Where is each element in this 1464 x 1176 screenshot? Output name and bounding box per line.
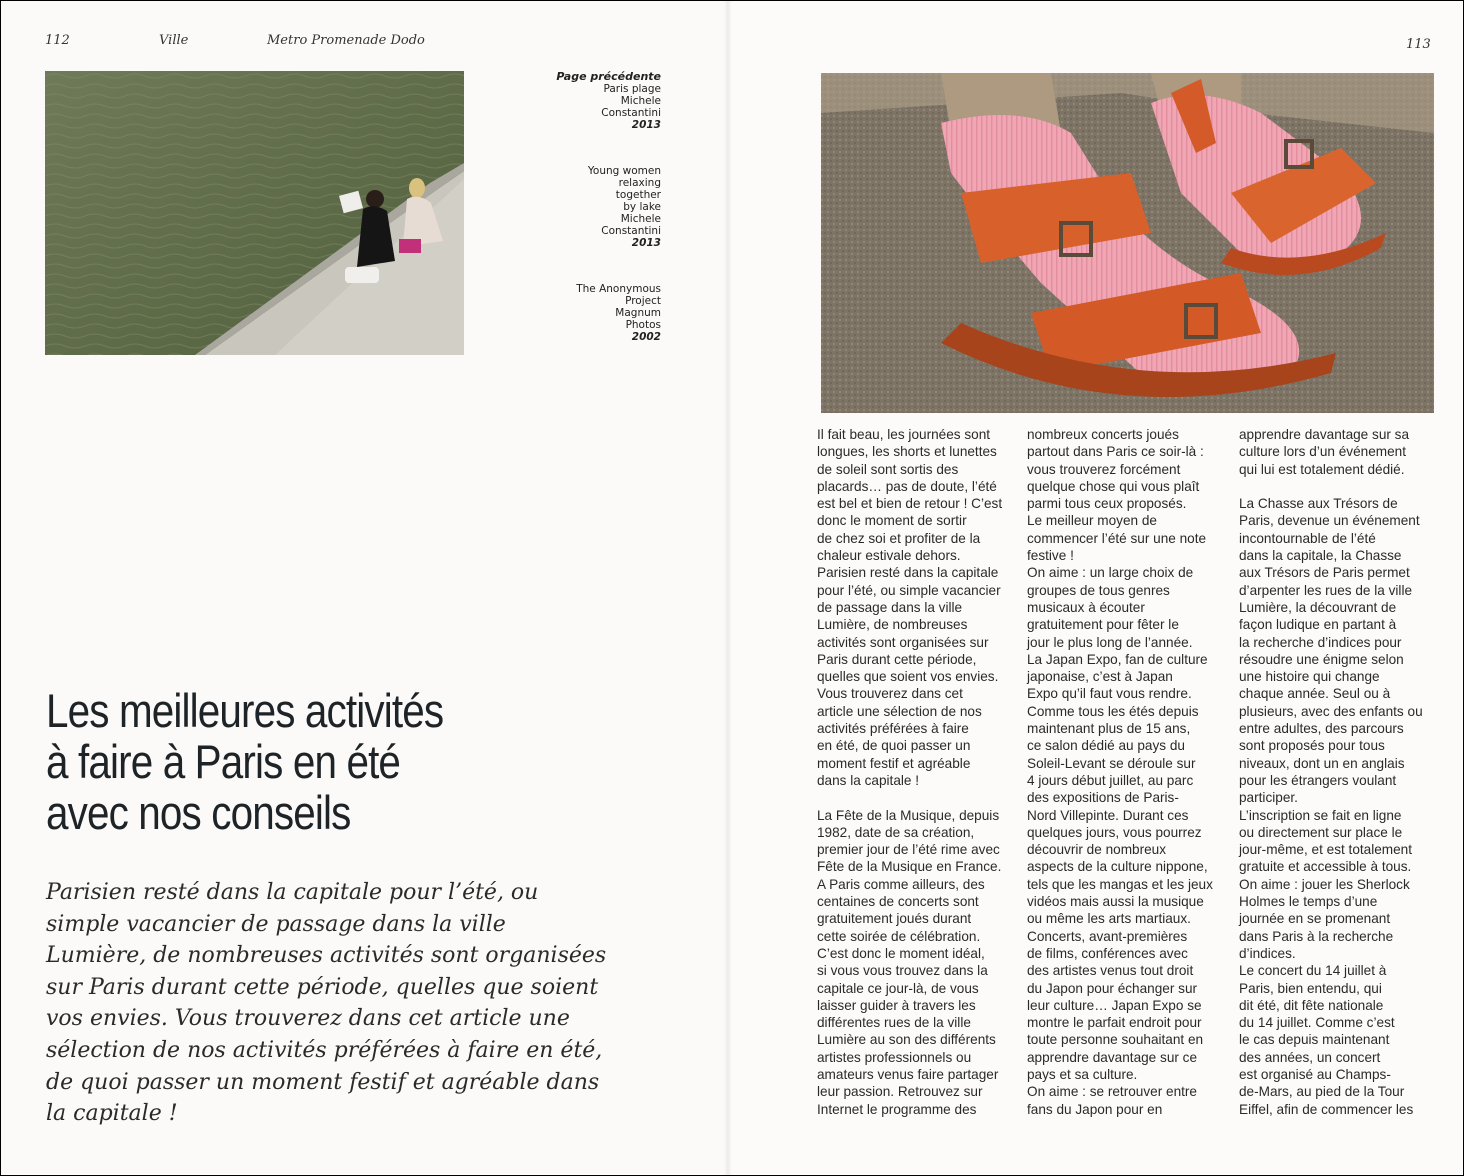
sandals-photo-image: [821, 73, 1434, 413]
body-line: tels que les mangas et les jeux: [1027, 876, 1213, 892]
article-headline: [46, 685, 528, 838]
body-line: dans la capitale, la Chasse: [1239, 548, 1402, 564]
body-line: vidéos mais aussi la musique: [1027, 894, 1204, 910]
body-line: cette soirée de célébration.: [817, 928, 981, 944]
body-line: laisser guider à travers les: [817, 997, 976, 1013]
body-line: vous trouverez forcément: [1027, 461, 1181, 477]
lede-line: Lumière, de nombreuses activités sont organisées: [46, 943, 607, 969]
body-line: Concerts, avant-premières: [1027, 928, 1188, 944]
caption-1: [541, 71, 661, 131]
headline-line: Les meilleures activités: [46, 684, 444, 737]
body-line: de chez soi et profiter de la: [817, 530, 981, 546]
left-page: [1, 1, 728, 1174]
body-line: pour l’été, ou simple vacancier: [817, 582, 1001, 598]
body-line: commencer l’été sur une note: [1027, 530, 1207, 546]
body-line: [817, 789, 1022, 806]
right-page: [728, 1, 1462, 1174]
body-line: fans du Japon pour en: [1027, 1101, 1163, 1117]
body-line: des années, un concert: [1239, 1049, 1381, 1065]
body-line: dans Paris à la recherche: [1239, 928, 1394, 944]
lake-photo: [45, 71, 464, 355]
body-line: Nord Villepinte. Durant ces: [1027, 807, 1189, 823]
body-line: Holmes le temps d’une: [1239, 894, 1378, 910]
body-line: apprendre davantage sur ce: [1027, 1049, 1198, 1065]
body-line: participer.: [1239, 790, 1298, 806]
body-line: est bel et bien de retour ! C’est: [817, 496, 1003, 512]
body-line: Comme tous les étés depuis: [1027, 703, 1199, 719]
body-line: Eiffel, afin de commencer les: [1239, 1101, 1414, 1117]
body-line: si vous vous trouvez dans la: [817, 963, 988, 979]
body-line: japonaise, c’est à Japan: [1027, 669, 1173, 685]
caption-1-line: Michele: [620, 95, 661, 107]
body-line: A Paris comme ailleurs, des: [817, 876, 985, 892]
body-line: est organisé au Champs-: [1239, 1066, 1391, 1082]
body-line: capitale ce jour-là, de vous: [817, 980, 979, 996]
caption-3-line: Photos: [625, 319, 661, 331]
body-column-3: [1239, 426, 1444, 1118]
body-line: Le meilleur moyen de: [1027, 513, 1157, 529]
photo-captions: [541, 71, 661, 377]
caption-2-line: Young women: [587, 165, 661, 177]
body-line: ou même les arts martiaux.: [1027, 911, 1191, 927]
body-line: centaines de concerts sont: [817, 894, 979, 910]
body-line: Vous trouverez dans cet: [817, 686, 963, 702]
body-line: amateurs venus faire partager: [817, 1066, 999, 1082]
caption-2-line: together: [615, 189, 661, 201]
body-line: parmi tous ceux proposés.: [1027, 496, 1187, 512]
body-line: artistes professionnels ou: [817, 1049, 972, 1065]
body-line: nombreux concerts joués: [1027, 427, 1179, 442]
body-line: Lumière, la découvrant de: [1239, 599, 1397, 615]
body-line: Internet le programme des: [817, 1101, 977, 1117]
body-line: premier jour de l’été rime avec: [817, 842, 1000, 858]
body-line: maintenant plus de 15 ans,: [1027, 721, 1191, 737]
caption-3-year: 2002: [631, 331, 661, 343]
article-lede: [46, 877, 686, 1130]
body-line: sont proposés pour tous: [1239, 738, 1385, 754]
body-line: aspects de la culture nippone,: [1027, 859, 1208, 875]
body-line: pays et sa culture.: [1027, 1066, 1138, 1082]
body-line: toute personne souhaitant en: [1027, 1032, 1204, 1048]
body-line: de-Mars, au pied de la Tour: [1239, 1084, 1405, 1100]
body-line: pour les étrangers voulant: [1239, 772, 1397, 788]
body-line: du 14 juillet. Comme c’est: [1239, 1015, 1395, 1031]
body-line: de passage dans la ville: [817, 599, 963, 615]
body-line: quelque chose qui vous plaît: [1027, 478, 1200, 494]
body-line: du Japon pour échanger sur: [1027, 980, 1198, 996]
caption-2-line: relaxing: [618, 177, 661, 189]
body-line: entre adultes, des parcours: [1239, 721, 1404, 737]
caption-1-title: Page précédente: [556, 70, 661, 83]
body-line: montre le parfait endroit pour: [1027, 1015, 1202, 1031]
caption-2-line: by lake: [623, 201, 661, 213]
body-line: moment festif et agréable: [817, 755, 971, 771]
page-number-left: 112: [45, 33, 70, 48]
body-line: leur culture… Japan Expo se: [1027, 997, 1202, 1013]
body-line: musicaux à écouter: [1027, 599, 1145, 615]
body-line: incontournable de l’été: [1239, 530, 1376, 546]
caption-1-line: Constantini: [601, 107, 661, 119]
body-line: apprendre davantage sur sa: [1239, 427, 1410, 442]
body-line: On aime : un large choix de: [1027, 565, 1194, 581]
lede-line: Parisien resté dans la capitale pour l’été, ou: [46, 880, 539, 905]
body-column-1: [817, 426, 1022, 1118]
body-line: Il fait beau, les journées sont: [817, 427, 991, 442]
sandals-photo: [821, 73, 1434, 413]
body-line: plusieurs, avec des enfants ou: [1239, 703, 1423, 719]
body-line: dans la capitale !: [817, 772, 920, 788]
body-line: longues, les shorts et lunettes: [817, 444, 997, 460]
body-line: Lumière, de nombreuses: [817, 617, 968, 633]
caption-3-line: The Anonymous: [576, 283, 661, 295]
lede-line: simple vacancier de passage dans la ville: [46, 911, 506, 937]
body-column-2: [1027, 426, 1232, 1118]
body-line: gratuitement joués durant: [817, 911, 972, 927]
body-line: quelques jours, vous pourrez: [1027, 824, 1202, 840]
caption-1-year: 2013: [631, 119, 661, 131]
body-line: différentes rues de la ville: [817, 1015, 971, 1031]
body-line: chaque année. Seul ou à: [1239, 686, 1391, 702]
caption-3-line: Magnum: [615, 307, 661, 319]
body-line: découvrir de nombreux: [1027, 842, 1167, 858]
body-line: donc le moment de sortir: [817, 513, 967, 529]
body-line: Lumière au son des différents: [817, 1032, 996, 1048]
body-line: Fête de la Musique en France.: [817, 859, 1002, 875]
body-line: ce salon dédié au pays du: [1027, 738, 1185, 754]
body-line: Soleil-Levant se déroule sur: [1027, 755, 1196, 771]
body-line: de soleil sont sortis des: [817, 461, 959, 477]
body-line: [1239, 478, 1444, 495]
caption-2-line: Constantini: [601, 225, 661, 237]
body-line: chaleur estivale dehors.: [817, 548, 961, 564]
body-line: L’inscription se fait en ligne: [1239, 807, 1402, 823]
lede-line: sur Paris durant cette période, quelles que soient: [46, 974, 599, 1000]
body-line: d’arpenter les rues de la ville: [1239, 582, 1413, 598]
body-line: dit été, dit fête nationale: [1239, 997, 1384, 1013]
body-line: On aime : se retrouver entre: [1027, 1084, 1197, 1100]
body-line: quelles que soient vos envies.: [817, 669, 999, 685]
body-line: le cas depuis maintenant: [1239, 1032, 1390, 1048]
body-line: article une sélection de nos: [817, 703, 982, 719]
body-line: une histoire qui change: [1239, 669, 1380, 685]
body-line: La Chasse aux Trésors de: [1239, 496, 1398, 512]
body-line: festive !: [1027, 548, 1074, 564]
body-line: des expositions de Paris-: [1027, 790, 1179, 806]
section-label: Ville: [159, 33, 189, 48]
lake-photo-image: [45, 71, 464, 355]
body-line: partout dans Paris ce soir-là :: [1027, 444, 1204, 460]
headline-line: avec nos conseils: [46, 786, 351, 839]
body-line: 1982, date de sa création,: [817, 824, 975, 840]
page-gutter: [724, 0, 732, 1176]
body-line: des artistes venus tout droit: [1027, 963, 1194, 979]
body-line: leur passion. Retrouvez sur: [817, 1084, 983, 1100]
lede-line: sélection de nos activités préférées à faire en été,: [46, 1037, 603, 1063]
body-line: 4 jours début juillet, au parc: [1027, 772, 1194, 788]
body-line: Parisien resté dans la capitale: [817, 565, 999, 581]
body-line: placards… pas de doute, l’été: [817, 478, 997, 494]
lede-line: vos envies. Vous trouverez dans cet article une: [46, 1006, 570, 1032]
caption-3: [541, 283, 661, 343]
body-line: Expo qu’il faut vous rendre.: [1027, 686, 1192, 702]
body-line: aux Trésors de Paris permet: [1239, 565, 1410, 581]
lede-line: de quoi passer un moment festif et agréable dans: [46, 1069, 600, 1095]
body-line: Le concert du 14 juillet à: [1239, 963, 1387, 979]
caption-2: [541, 165, 661, 249]
body-line: Paris, devenue un événement: [1239, 513, 1420, 529]
body-line: jour le plus long de l’année.: [1027, 634, 1193, 650]
body-line: résoudre une énigme selon: [1239, 651, 1404, 667]
body-line: Paris durant cette période,: [817, 651, 977, 667]
caption-2-year: 2013: [631, 237, 661, 249]
body-line: gratuitement pour fêter le: [1027, 617, 1179, 633]
body-line: activités préférées à faire: [817, 721, 969, 737]
body-line: C’est donc le moment idéal,: [817, 945, 985, 961]
body-line: de films, conférences avec: [1027, 945, 1188, 961]
body-line: d’indices.: [1239, 945, 1296, 961]
body-line: niveaux, dont un en anglais: [1239, 755, 1405, 771]
body-line: La Japan Expo, fan de culture: [1027, 651, 1208, 667]
lede-line: la capitale !: [46, 1101, 178, 1127]
body-line: qui lui est totalement dédié.: [1239, 461, 1405, 477]
body-line: gratuite et accessible à tous.: [1239, 859, 1412, 875]
body-line: ou directement sur place le: [1239, 824, 1403, 840]
body-line: On aime : jouer les Sherlock: [1239, 876, 1410, 892]
body-line: la recherche d’indices pour: [1239, 634, 1402, 650]
body-line: en été, de quoi passer un: [817, 738, 971, 754]
body-line: Paris, bien entendu, qui: [1239, 980, 1382, 996]
body-line: culture lors d’un événement: [1239, 444, 1406, 460]
body-line: façon ludique en partant à: [1239, 617, 1397, 633]
body-line: jour-même, et est totalement: [1239, 842, 1413, 858]
headline-line: à faire à Paris en été: [46, 735, 401, 788]
caption-1-line: Paris plage: [603, 83, 661, 95]
page-number-right: 113: [1406, 37, 1431, 52]
body-line: groupes de tous genres: [1027, 582, 1170, 598]
body-line: activités sont organisées sur: [817, 634, 989, 650]
caption-2-line: Michele: [620, 213, 661, 225]
body-line: journée en se promenant: [1239, 911, 1391, 927]
caption-3-line: Project: [625, 295, 661, 307]
body-line: La Fête de la Musique, depuis: [817, 807, 1000, 823]
publication-label: Metro Promenade Dodo: [267, 33, 425, 48]
